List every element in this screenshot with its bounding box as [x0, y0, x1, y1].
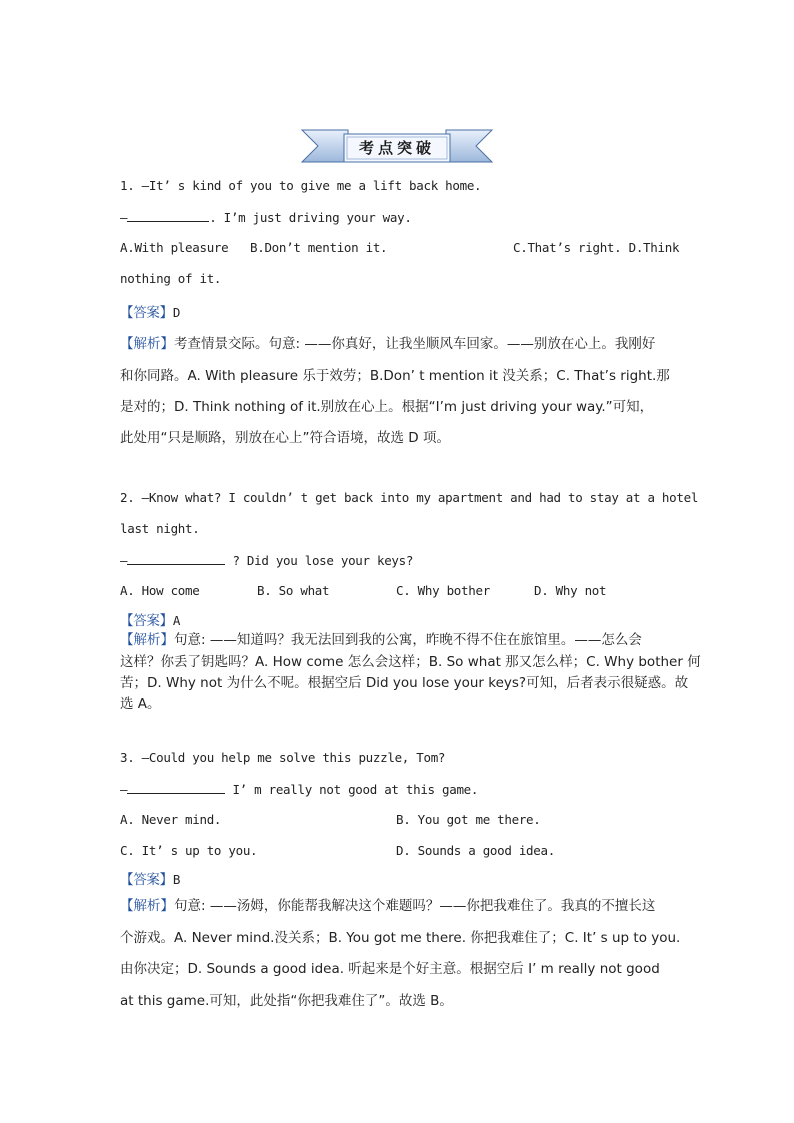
q1-dash: —	[120, 210, 128, 225]
q3-analysis-line-1	[120, 894, 655, 914]
q3-response-line	[120, 781, 478, 797]
q3-stem: 3. —Could you help me solve this puzzle, Tom?	[120, 750, 446, 765]
analysis-label: 【解析】	[120, 336, 174, 352]
q1-option-d-cont: nothing of it.	[120, 271, 222, 286]
q2-blank	[127, 552, 225, 565]
q2-analysis-text-1: 句意: ——知道吗？我无法回到我的公寓，昨晚不得不住在旅馆里。——怎么会	[174, 632, 642, 648]
q1-answer	[120, 301, 180, 321]
answer-label: 【答案】	[120, 872, 173, 888]
q2-dash: —	[120, 553, 128, 568]
q1-option-cd: C.That’s right. D.Think	[513, 240, 680, 255]
q3-blank	[127, 781, 225, 794]
q2-analysis-line-2: 这样？你丢了钥匙吗？A. How come 怎么会这样；B. So what 那又怎么样；C. Why bother 何	[120, 654, 701, 670]
q2-option-d: D. Why not	[534, 583, 607, 598]
section-banner	[300, 127, 494, 167]
q3-option-a: A. Never mind.	[120, 812, 222, 827]
q2-analysis-line-4: 选 A。	[120, 696, 161, 712]
q3-analysis-line-4: at this game.可知，此处指“你把我难住了”。故选 B。	[120, 993, 453, 1009]
q3-analysis-line-2: 个游戏。A. Never mind.没关系；B. You got me there. 你把我难住了；C. It’ s up to you.	[120, 930, 681, 946]
answer-label: 【答案】	[120, 613, 173, 629]
q3-option-d: D. Sounds a good idea.	[396, 843, 555, 858]
q1-analysis-line-2: 和你同路。A. With pleasure 乐于效劳；B.Don’ t mention it 没关系；C. That’s right.那	[120, 368, 670, 384]
q3-response-text: I’ m really not good at this game.	[225, 782, 479, 797]
q1-response-text: . I’m just driving your way.	[209, 210, 412, 225]
analysis-label: 【解析】	[120, 898, 174, 914]
q2-response-text: ? Did you lose your keys?	[225, 553, 414, 568]
q1-option-a: A.With pleasure	[120, 240, 229, 255]
q1-analysis-line-4: 此处用“只是顺路，别放在心上”符合语境，故选 D 项。	[120, 430, 450, 446]
q2-option-b: B. So what	[257, 583, 330, 598]
q2-answer	[120, 609, 180, 629]
banner-title: 考点突破	[358, 138, 435, 157]
q2-option-c: C. Why bother	[396, 583, 490, 598]
q1-answer-value: D	[172, 305, 181, 320]
answer-label: 【答案】	[120, 305, 173, 321]
q1-option-b: B.Don’t mention it.	[250, 240, 388, 255]
q3-analysis-line-3: 由你决定；D. Sounds a good idea. 听起来是个好主意。根据空后 I’ m really not good	[120, 961, 660, 977]
q1-blank	[127, 209, 209, 222]
q3-option-b: B. You got me there.	[396, 812, 541, 827]
q3-answer	[120, 868, 180, 888]
analysis-label: 【解析】	[120, 632, 174, 648]
q3-option-c: C. It’ s up to you.	[120, 843, 258, 858]
q2-stem: 2. —Know what? I couldn’ t get back into my apartment and had to stay at a hotel	[120, 490, 699, 505]
q2-option-a: A. How come	[120, 583, 200, 598]
q1-analysis-line-1	[120, 332, 655, 352]
q1-analysis-text-1: 考查情景交际。句意: ——你真好，让我坐顺风车回家。——别放在心上。我刚好	[174, 336, 656, 352]
q2-answer-value: A	[172, 613, 181, 628]
q2-analysis-line-3: 苦；D. Why not 为什么不呢。根据空后 Did you lose your keys?可知，后者表示很疑惑。故	[120, 675, 689, 691]
q2-stem-cont: last night.	[120, 521, 200, 536]
q3-dash: —	[120, 782, 128, 797]
q1-stem: 1. —It’ s kind of you to give me a lift back home.	[120, 178, 482, 193]
q2-response-line	[120, 552, 413, 568]
q1-response-line	[120, 209, 412, 225]
q1-analysis-line-3: 是对的；D. Think nothing of it.别放在心上。根据“I’m just driving your way.”可知，	[120, 399, 654, 415]
q3-analysis-text-1: 句意: ——汤姆，你能帮我解决这个难题吗？——你把我难住了。我真的不擅长这	[174, 898, 656, 914]
q2-analysis-line-1	[120, 628, 642, 648]
q3-answer-value: B	[172, 872, 181, 887]
